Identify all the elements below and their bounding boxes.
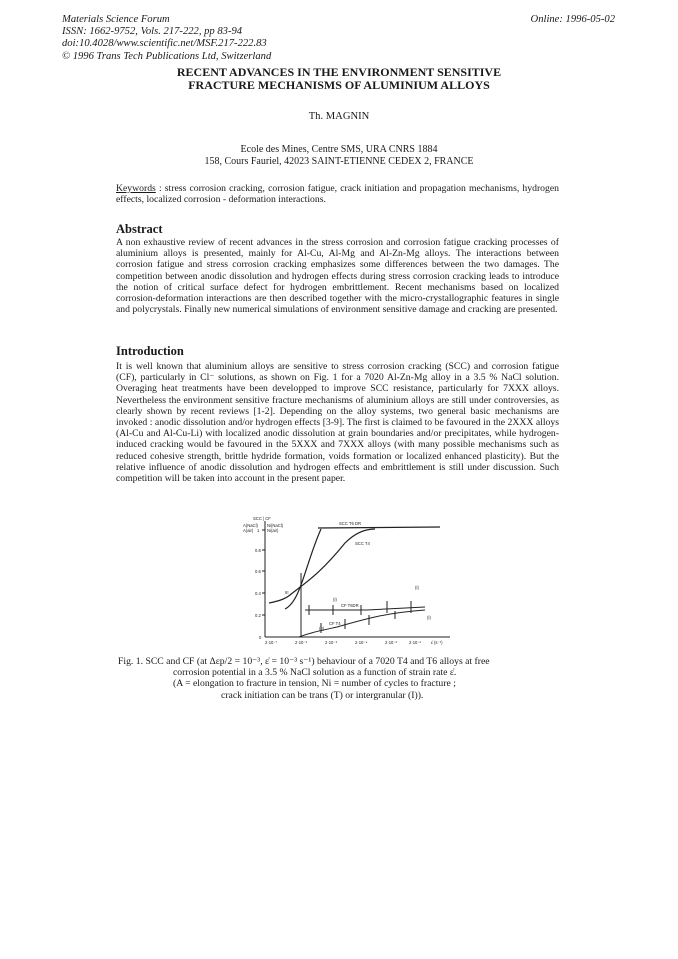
- caption-line-2: corrosion potential in a 3.5 % NaCl solution as a function of strain rate ε̇.: [173, 667, 457, 679]
- caption-line-3: (A = elongation to fracture in tension, Ni = number of cycles to fracture ;: [173, 678, 456, 690]
- label-roman-iii-a: III: [285, 590, 289, 595]
- x-axis-label: ε̇ (s⁻¹): [431, 640, 443, 645]
- label-roman-ii-b: (II): [319, 626, 325, 631]
- journal-meta: [62, 14, 271, 63]
- label-scc-t4: SCC T4: [355, 541, 370, 546]
- affiliation-line-2: 158, Cours Fauriel, 42023 SAINT-ETIENNE CEDEX 2, FRANCE: [204, 156, 474, 167]
- copyright-line: © 1996 Trans Tech Publications Ltd, Switzerland: [62, 50, 272, 62]
- y-tick-08: 0.8: [255, 548, 261, 553]
- online-date: Online: 1996-05-02: [530, 14, 615, 25]
- label-y-top: SCC | CF: [253, 516, 271, 521]
- affiliation-line-1: Ecole des Mines, Centre SMS, URA CNRS 1884: [240, 144, 438, 155]
- label-y-cf: Ni(NaCl): [267, 523, 284, 528]
- introduction-heading: Introduction: [116, 344, 184, 358]
- label-roman-i-b: (I): [427, 615, 431, 620]
- x-tick-4: 2·10⁻⁴: [355, 640, 368, 645]
- x-tick-3: 2·10⁻⁵: [325, 640, 338, 645]
- paper-title: [0, 66, 678, 92]
- keywords: [116, 183, 559, 205]
- label-y-cf2: Ni(air): [267, 528, 279, 533]
- figure-1: [235, 515, 455, 648]
- caption-line-1: Fig. 1. SCC and CF (at Δεp/2 = 10⁻³, ε̇ = 10⁻³ s⁻¹) behaviour of a 7020 T4 and T6 alloys at free: [118, 656, 490, 667]
- label-scc-t6: SCC T6 DR: [339, 521, 362, 526]
- abstract-heading: Abstract: [116, 222, 163, 236]
- label-cf-t6: CF T6DR: [341, 603, 359, 608]
- cf-t6-curve-2: [367, 607, 425, 610]
- figure-caption: [118, 656, 578, 701]
- introduction-text: It is well known that aluminium alloys are sensitive to stress corrosion cracking (SCC) and corrosion fatigue (CF), particularly in Cl⁻ solutions, as shown on Fig. 1 for a 7020 Al-Zn-Mg alloy in a 3.5 % NaCl solution. Overaging heat treatments have been developped to improve SCC resistance, particularly for 7XXX alloys. Nevertheless the environment sensitive fracture mechanisms of aluminium alloys are still under controversies, as clearly shown by recent reviews [1-2]. Depending on the alloy systems, two general basic mechanisms are invoked : anodic dissolution and/or hydrogen effects [3-9]. The first is claimed to be favoured in the 2XXX alloys (Al-Cu and Al-Cu-Li) with localized anodic dissolution at grain boundaries and/or precipitates, while hydrogen-induced cracking would be favoured in the 5XXX and 7XXX alloys (with many possible mechanisms such as reduced cohesive strength, brittle hydride formation, voids formation or localized enhanced plasticity). But the relative influence of anodic dissolution and hydrogen effects and embrittlement is still under discussion. Such competition will be taken into account in the present paper.: [116, 361, 559, 485]
- label-cf-t4: CF T4: [329, 621, 341, 626]
- keywords-label: Keywords: [116, 183, 156, 194]
- label-y-scc2: A(air): [243, 528, 254, 533]
- x-tick-6: 2·10⁻²: [409, 640, 421, 645]
- label-roman-iii-b: (I): [415, 585, 419, 590]
- y-tick-04: 0.4: [255, 591, 261, 596]
- label-y-scc: A(NaCl): [243, 523, 258, 528]
- x-tick-5: 2·10⁻³: [385, 640, 397, 645]
- keywords-text: : stress corrosion cracking, corrosion fatigue, crack initiation and propagation mechanisms, hydrogen effects, localized corrosion - deformation interactions.: [116, 183, 559, 206]
- cf-t4-curve: [299, 610, 425, 637]
- y-tick-02: 0.2: [255, 613, 261, 618]
- title-line-1: RECENT ADVANCES IN THE ENVIRONMENT SENSITIVE: [176, 65, 502, 79]
- y-tick-1: 1: [257, 528, 260, 533]
- caption-line-4: crack initiation can be trans (T) or intergranular (I)).: [221, 689, 424, 701]
- label-roman-ii-a: (I): [333, 597, 337, 602]
- title-line-2: FRACTURE MECHANISMS OF ALUMINIUM ALLOYS: [188, 78, 490, 92]
- x-tick-2: 2·10⁻⁶: [295, 640, 308, 645]
- author-name: Th. MAGNIN: [308, 111, 370, 122]
- y-tick-06: 0.6: [255, 569, 261, 574]
- scc-t6-rise: [285, 529, 321, 609]
- abstract-text: A non exhaustive review of recent advances in the stress corrosion and corrosion fatigue cracking processes of aluminium alloys is presented, mainly for Al-Cu, Al-Mg and Al-Zn-Mg alloys. The interactions between corrosion fatigue and stress corrosion cracking emphasizes some differences between the two damages. The competition between anodic dissolution and hydrogen effects during stress corrosion cracking leads to introduce the notion of critical surface defect for hydrogen embrittlement. Recent mechanisms based on localized corrosion-deformation interactions are then described together with the micro-crystallographic features in single and polycrystals. Finally new numerical simulations of environment sensitive damage and cracking are presented.: [116, 237, 559, 316]
- x-tick-1: 2·10⁻⁷: [265, 640, 278, 645]
- y-tick-0: 0: [259, 635, 262, 640]
- journal-name: Materials Science Forum: [62, 14, 170, 25]
- issn-line: ISSN: 1662-9752, Vols. 217-222, pp 83-94: [62, 26, 243, 38]
- scc-t6-curve: [318, 527, 440, 528]
- affiliation: [0, 144, 678, 168]
- doi-line[interactable]: doi:10.4028/www.scientific.net/MSF.217-222.83: [62, 38, 267, 50]
